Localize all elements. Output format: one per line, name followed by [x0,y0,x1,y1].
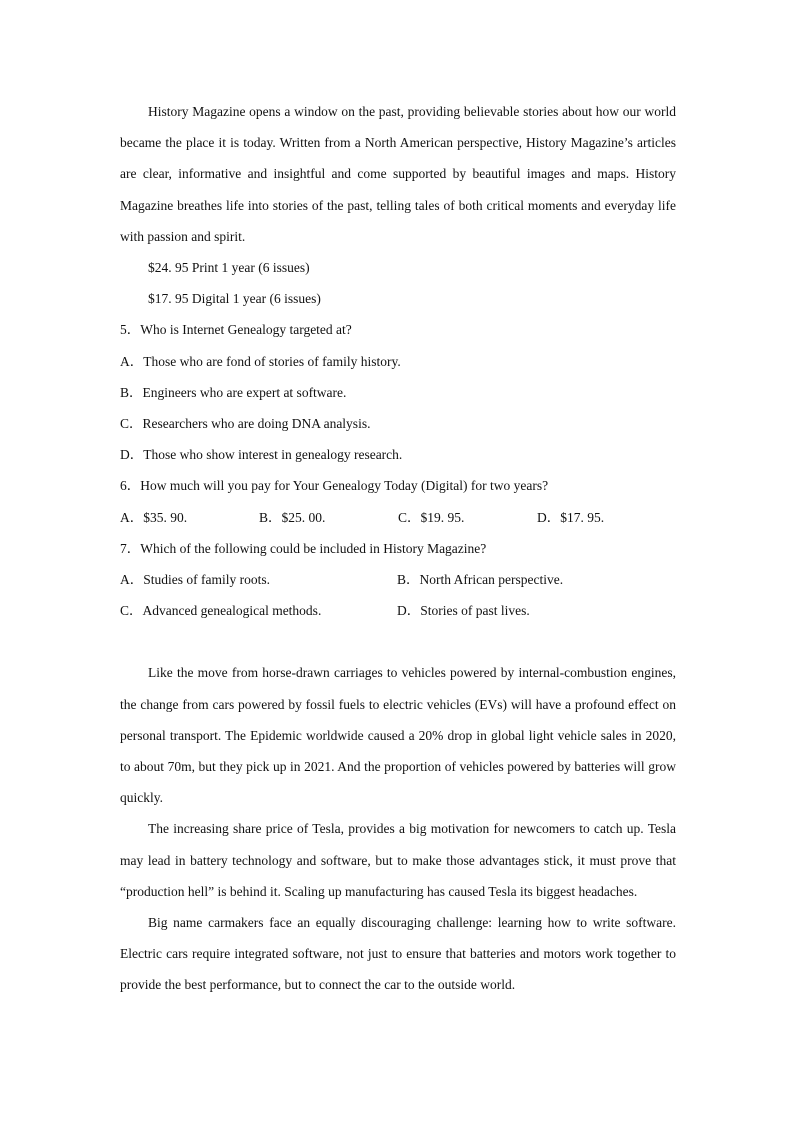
question-5-option-b: B．Engineers who are expert at software. [120,384,347,400]
price-print: $24. 95 Print 1 year (6 issues) [148,260,310,276]
question-7-stem: 7．Which of the following could be included in History Magazine? [120,540,487,556]
question-7-options-row-2 [120,595,676,626]
question-6-options [120,502,676,533]
section-gap [120,626,676,657]
question-6-option-b: B．$25. 00. [259,509,326,525]
question-6-option-c: C．$19. 95. [398,509,465,525]
question-5-option-c: C．Researchers who are doing DNA analysis. [120,416,371,432]
question-7-option-c: C．Advanced genealogical methods. [120,603,322,619]
question-6-option-a: A．$35. 90. [120,509,188,525]
ev-passage-paragraph-1: Like the move from horse-drawn carriages to vehicles powered by internal-combustion engines, the change from cars powered by fossil fuels to electric vehicles (EVs) will have a profound effect on personal transport. The Epidemic worldwide caused a 20% drop in global light vehicle sales in 2020, to about 70m, but they pick up in 2021. And the proportion of vehicles powered by batteries will grow quickly. [120,665,676,806]
question-7-options-row-1 [120,564,676,595]
ev-passage-paragraph-3: Big name carmakers face an equally discouraging challenge: learning how to write software. Electric cars require integrated software, not just to ensure that batteries and motors work together to provide the best performance, but to connect the car to the outside world. [120,915,676,993]
question-6-option-d: D．$17. 95. [537,509,605,525]
question-7-option-d: D．Stories of past lives. [397,603,530,619]
history-magazine-description: History Magazine opens a window on the past, providing believable stories about how our world became the place it is today. Written from a North American perspective, History Magazine’s articles are clear, informative and insightful and come supported by beautiful images and maps. History Magazine breathes life into stories of the past, telling tales of both critical moments and everyday life with passion and spirit. [120,104,676,244]
price-digital: $17. 95 Digital 1 year (6 issues) [148,291,321,307]
question-7-option-a: A．Studies of family roots. [120,572,270,588]
question-7-option-b: B．North African perspective. [397,572,564,588]
question-5-option-d: D．Those who show interest in genealogy research. [120,447,403,463]
ev-passage-paragraph-2: The increasing share price of Tesla, provides a big motivation for newcomers to catch up. Tesla may lead in battery technology and software, but to make those advantages stick, it must prove that “production hell” is behind it. Scaling up manufacturing has caused Tesla its biggest headaches. [120,821,676,899]
question-5-stem: 5．Who is Internet Genealogy targeted at? [120,322,352,338]
document-page [120,96,676,1001]
question-5-option-a: A．Those who are fond of stories of family history. [120,353,401,369]
question-6-stem: 6．How much will you pay for Your Genealogy Today (Digital) for two years? [120,478,549,494]
